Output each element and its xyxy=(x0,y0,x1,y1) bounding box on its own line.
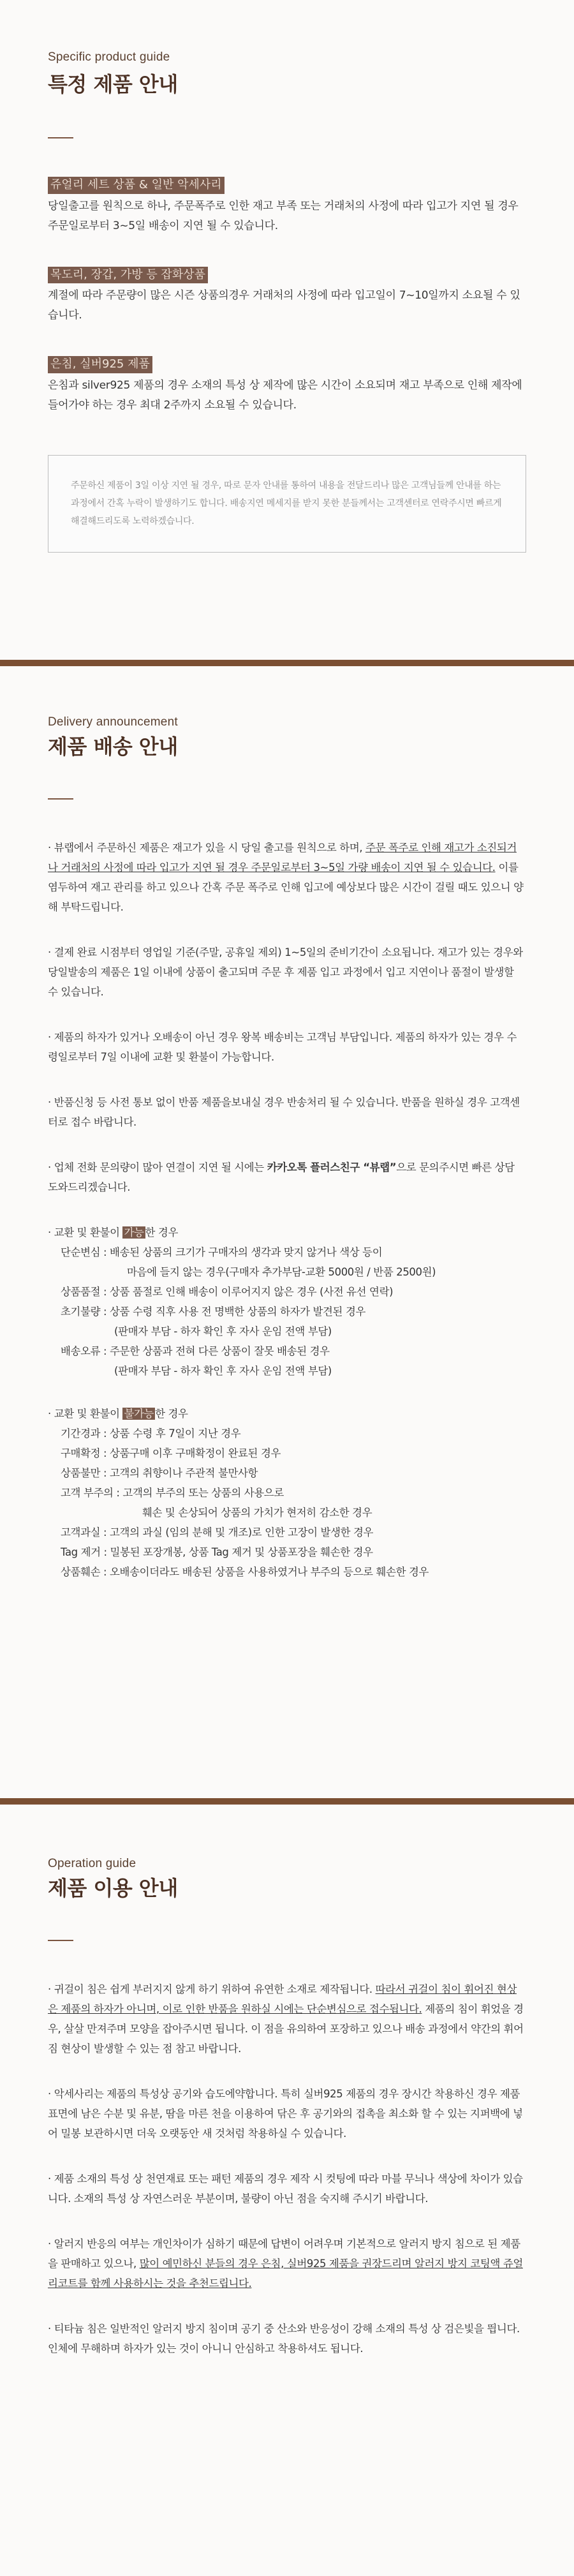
case-text: 고객의 과실 (임의 분해 및 개조)로 인한 고장이 발생한 경우 xyxy=(110,1526,374,1538)
possible-highlight: 가능 xyxy=(124,1226,144,1239)
list-item: 단순변심 : 배송된 상품의 크기가 구매자의 생각과 맞지 않거나 색상 등이 xyxy=(61,1242,526,1262)
paragraph-text: 으로 문의주시면 빠른 상담 도와드리겠습니다. xyxy=(48,1161,515,1193)
exchange-possible-block xyxy=(48,1223,526,1381)
usage-paragraph: · 악세사리는 제품의 특성상 공기와 습도에약합니다. 특히 실버925 제품의 경우 장시간 착용하신 경우 제품 표면에 남은 수분 및 유분, 땀을 마른 천을 이용하여 닦은 후 공기와의 접촉을 최소화 할 수 있는 지퍼백에 넣어 밀봉 보관하시면 더욱 오랫동안 새 것처럼 착용하실 수 있습니다. xyxy=(48,2088,523,2140)
case-text: 밀봉된 포장개봉, 상품 Tag 제거 및 상품포장을 훼손한 경우 xyxy=(110,1546,373,1558)
case-text: 마음에 들지 않는 경우(구매자 추가부담-교환 5000원 / 반품 2500원) xyxy=(127,1266,436,1278)
case-text: 훼손 및 손상되어 상품의 가치가 현저히 감소한 경우 xyxy=(142,1507,372,1519)
case-label: Tag 제거 xyxy=(61,1546,101,1558)
list-item: 초기불량 : 상품 수령 직후 사용 전 명백한 상품의 하자가 발견된 경우 xyxy=(61,1302,526,1322)
exchange-impossible-block xyxy=(48,1404,526,1582)
case-text: 주문한 상품과 전혀 다른 상품이 잘못 배송된 경우 xyxy=(110,1345,330,1357)
exchange-possible-heading xyxy=(48,1223,526,1242)
case-text: 상품 수령 후 7일이 지난 경우 xyxy=(110,1427,241,1440)
paragraph-text: 이를 염두하여 재고 관리를 하고 있으나 간혹 주문 폭주로 인해 입고에 예상보다 많은 시간이 걸릴 때도 있으니 양해 부탁드립니다. xyxy=(48,861,524,913)
usage-paragraph: · 제품 소재의 특성 상 천연재료 또는 패턴 제품의 경우 제작 시 컷팅에 따라 마블 무늬나 색상에 차이가 있습니다. 소재의 특성 상 자연스러운 부분이며, 불량이 아닌 점을 숙지해 주시기 바랍니다. xyxy=(48,2173,523,2205)
heading-text: 한 경우 xyxy=(155,1408,188,1420)
case-label: 상품품절 xyxy=(61,1286,101,1298)
delivery-paragraph: · 반품신청 등 사전 통보 없이 반품 제품을보내실 경우 반송처리 될 수 있습니다. 반품을 원하실 경우 고객센터로 접수 바랍니다. xyxy=(48,1096,520,1128)
guide-item-heading: 은침, 실버925 제품 xyxy=(48,356,152,373)
delay-notice-box: 주문하신 제품이 3일 이상 지연 될 경우, 따로 문자 안내를 통하여 내용을 전달드리나 많은 고객님들께 안내를 하는 과정에서 간혹 누락이 발생하기도 합니다. 배송지연 메세지를 받지 못한 분들께서는 고객센터로 연락주시면 빠르게 해결해드리도록 노력하겠습니다. xyxy=(48,455,526,553)
list-item: 배송오류 : 주문한 상품과 전혀 다른 상품이 잘못 배송된 경우 xyxy=(61,1341,526,1361)
title-dash-divider xyxy=(48,1940,73,1941)
case-label: 초기불량 xyxy=(61,1306,101,1318)
list-item-continuation xyxy=(61,1503,526,1523)
case-label: 상품훼손 xyxy=(61,1566,101,1578)
paragraph-text: · 뷰랩에서 주문하신 제품은 재고가 있을 시 당일 출고를 원칙으로 하며, xyxy=(48,842,366,854)
heading-text: 한 경우 xyxy=(145,1226,179,1239)
delivery-section xyxy=(0,715,574,1582)
case-text: 고객의 취향이나 주관적 불만사항 xyxy=(110,1467,258,1479)
list-item: 고객과실 : 고객의 과실 (임의 분해 및 개조)로 인한 고장이 발생한 경우 xyxy=(61,1523,526,1542)
underlined-text: 주문 폭주로 인해 재고가 소진되거나 거래처의 사정에 따라 입고가 지연 될 경우 주문일로부터 3~5일 가량 배송이 지연 될 수 있습니다. xyxy=(48,842,517,874)
list-item: 고객 부주의 : 고객의 부주의 또는 상품의 사용으로 xyxy=(61,1483,526,1503)
case-label: 배송오류 xyxy=(61,1345,101,1357)
paragraph-text: · 업체 전화 문의량이 많아 연결이 지연 될 시에는 xyxy=(48,1161,267,1173)
section-divider-bar xyxy=(0,660,574,666)
list-item: Tag 제거 : 밀봉된 포장개봉, 상품 Tag 제거 및 상품포장을 훼손한 경우 xyxy=(61,1542,526,1562)
impossible-highlight: 불가능 xyxy=(124,1408,154,1420)
list-item: 상품불만 : 고객의 취향이나 주관적 불만사항 xyxy=(61,1463,526,1483)
guide-item-text: 은침과 silver925 제품의 경우 소재의 특성 상 제작에 많은 시간이 소요되며 재고 부족으로 인해 제작에 들어가야 하는 경우 최대 2주까지 소요될 수 있습니다. xyxy=(48,379,522,412)
guide-item xyxy=(48,267,526,326)
list-item: 기간경과 : 상품 수령 후 7일이 지난 경우 xyxy=(61,1424,526,1443)
usage-paragraph xyxy=(48,2234,526,2293)
usage-paragraph xyxy=(48,1979,526,2059)
case-text: 배송된 상품의 크기가 구매자의 생각과 맞지 않거나 색상 등이 xyxy=(110,1246,383,1258)
exchange-possible-list xyxy=(48,1242,526,1381)
section-title: 특정 제품 안내 xyxy=(48,72,178,96)
case-label: 상품불만 xyxy=(61,1467,101,1479)
delivery-paragraph: · 결제 완료 시점부터 영업일 기준(주말, 공휴일 제외) 1~5일의 준비기간이 소요됩니다. 재고가 있는 경우와 당일발송의 제품은 1일 이내에 상품이 출고되며 주문 후 제품 입고 과정에서 입고 지연이나 품절이 발생할 수 있습니다. xyxy=(48,946,523,998)
case-label: 고객과실 xyxy=(61,1526,101,1538)
heading-text: · 교환 및 환불이 xyxy=(48,1226,123,1239)
paragraph-text: · 귀걸이 침은 쉽게 부러지지 않게 하기 위하여 유연한 소재로 제작됩니다. xyxy=(48,1983,376,1995)
delivery-paragraph xyxy=(48,838,526,917)
guide-item-text: 당일출고를 원칙으로 하나, 주문폭주로 인한 재고 부족 또는 거래처의 사정에 따라 입고가 지연 될 경우 주문일로부터 3~5일 배송이 지연 될 수 있습니다. xyxy=(48,199,519,232)
list-item-continuation xyxy=(61,1262,526,1282)
exchange-impossible-list xyxy=(48,1424,526,1582)
exchange-impossible-heading xyxy=(48,1404,526,1424)
list-item: 구매확정 : 상품구매 이후 구매확정이 완료된 경우 xyxy=(61,1443,526,1463)
delivery-paragraph: · 제품의 하자가 있거나 오배송이 아닌 경우 왕복 배송비는 고객님 부담입니다. 제품의 하자가 있는 경우 수령일로부터 7일 이내에 교환 및 환불이 가능합니다. xyxy=(48,1031,517,1063)
case-text: (판매자 부담 - 하자 확인 후 자사 운임 전액 부담) xyxy=(114,1365,332,1377)
guide-item xyxy=(48,177,526,236)
heading-text: · 교환 및 환불이 xyxy=(48,1408,123,1420)
section-divider-bar xyxy=(0,1798,574,1805)
specific-product-guide-section xyxy=(0,50,574,553)
operation-guide-section xyxy=(0,1857,574,2358)
underlined-text: 많이 예민하신 분들의 경우 은침, 실버925 제품을 권장드리며 알러지 방지 코팅액 쥬얼리코트를 함께 사용하시는 것을 추천드립니다. xyxy=(48,2258,523,2289)
paragraph-text: 제품의 침이 휘었을 경우, 살살 만져주며 모양을 잡아주시면 됩니다. 이 점을 유의하여 포장하고 있으나 배송 과정에서 약간의 휘어짐 현상이 발생할 수 있는 점 참고 바랍니다. xyxy=(48,2003,524,2055)
guide-item-heading: 목도리, 장갑, 가방 등 잡화상품 xyxy=(48,267,208,284)
paragraph-text: · 알러지 반응의 여부는 개인차이가 심하기 때문에 답변이 어려우며 기본적으로 알러지 방지 침으로 된 제품을 판매하고 있으나, xyxy=(48,2238,520,2270)
list-item: 상품품절 : 상품 품절로 인해 배송이 이루어지지 않은 경우 (사전 유선 연락) xyxy=(61,1282,526,1302)
section-title: 제품 이용 안내 xyxy=(48,1876,178,1900)
guide-item-heading: 쥬얼리 세트 상품 & 일반 악세사리 xyxy=(48,177,224,194)
list-item: 상품훼손 : 오배송이더라도 배송된 상품을 사용하였거나 부주의 등으로 훼손한 경우 xyxy=(61,1562,526,1582)
kakao-channel-text: 카카오톡 플러스친구 “뷰랩” xyxy=(267,1161,397,1173)
guide-item xyxy=(48,356,526,415)
case-label: 기간경과 xyxy=(61,1427,101,1440)
usage-paragraph: · 티타늄 침은 일반적인 알러지 방지 침이며 공기 중 산소와 반응성이 강해 소재의 특성 상 검은빛을 띕니다. 인체에 무해하며 하자가 있는 것이 아니니 안심하고 착용하셔도 됩니다. xyxy=(48,2323,520,2355)
case-text: 상품 수령 직후 사용 전 명백한 상품의 하자가 발견된 경우 xyxy=(110,1306,366,1318)
section-eyebrow: Operation guide xyxy=(48,1857,136,1870)
case-label: 구매확정 xyxy=(61,1447,101,1459)
case-text: 상품구매 이후 구매확정이 완료된 경우 xyxy=(110,1447,281,1459)
section-eyebrow: Delivery announcement xyxy=(48,715,178,729)
guide-item-text: 계절에 따라 주문량이 많은 시즌 상품의경우 거래처의 사정에 따라 입고일이 7~10일까지 소요될 수 있습니다. xyxy=(48,289,520,322)
case-label: 단순변심 xyxy=(61,1246,101,1258)
list-item-continuation xyxy=(61,1322,526,1341)
case-text: 고객의 부주의 또는 상품의 사용으로 xyxy=(122,1487,284,1499)
title-dash-divider xyxy=(48,137,73,138)
section-title: 제품 배송 안내 xyxy=(48,734,178,759)
list-item-continuation xyxy=(61,1361,526,1381)
delivery-paragraph xyxy=(48,1158,526,1197)
case-text: (판매자 부담 - 하자 확인 후 자사 운임 전액 부담) xyxy=(114,1325,332,1337)
section-eyebrow: Specific product guide xyxy=(48,50,170,64)
case-text: 오배송이더라도 배송된 상품을 사용하였거나 부주의 등으로 훼손한 경우 xyxy=(110,1566,429,1578)
case-text: 상품 품절로 인해 배송이 이루어지지 않은 경우 (사전 유선 연락) xyxy=(110,1286,394,1298)
underlined-text: 따라서 귀걸이 침이 휘어진 현상은 제품의 하자가 아니며, 이로 인한 반품을 원하실 시에는 단순변심으로 접수됩니다. xyxy=(48,1983,517,2015)
title-dash-divider xyxy=(48,798,73,800)
guide-item-list xyxy=(48,177,526,415)
case-label: 고객 부주의 xyxy=(61,1487,114,1499)
